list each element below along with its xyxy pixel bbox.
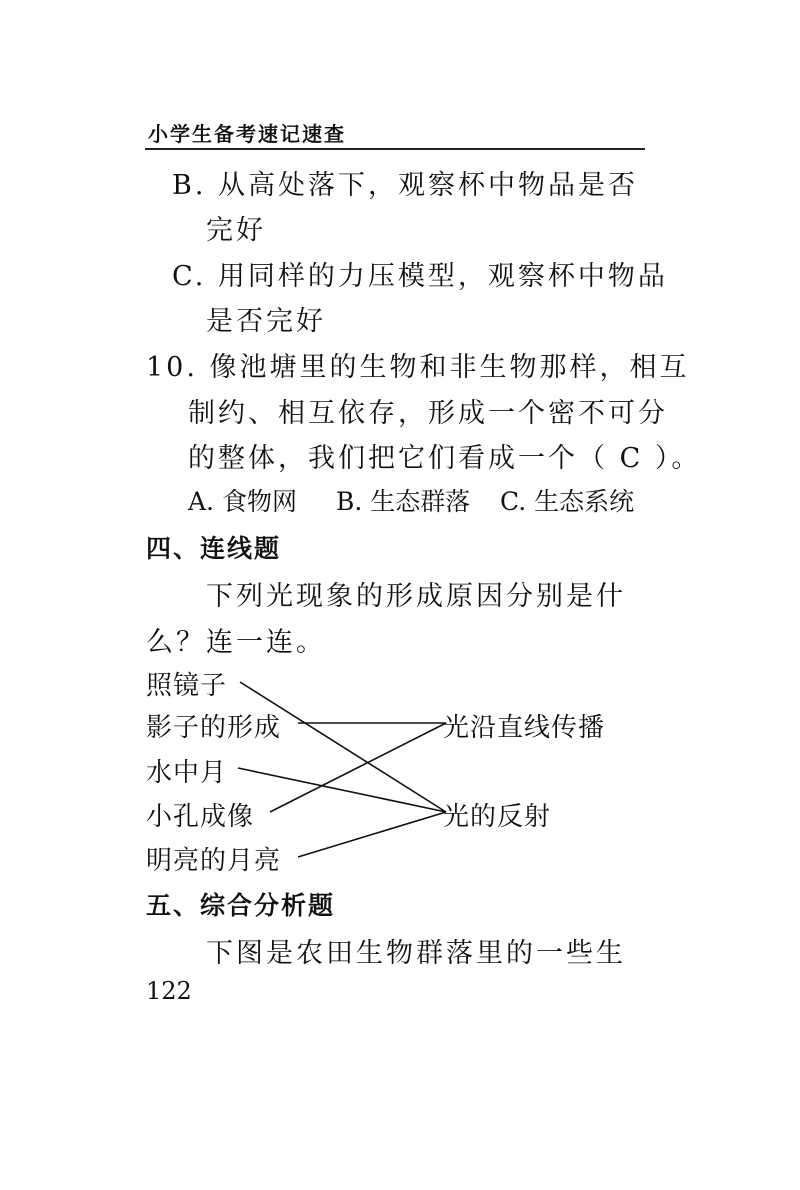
page-number: 122 bbox=[146, 977, 192, 1005]
section4-heading: 四、连线题 bbox=[146, 534, 282, 563]
q9-option-c-line2: 是否完好 bbox=[206, 306, 326, 337]
right-item-rectilinear-propagation: 光沿直线传播 bbox=[443, 713, 606, 743]
left-item-bright-moon: 明亮的月亮 bbox=[146, 846, 282, 876]
connection-pinhole-to-rectilinear bbox=[270, 723, 446, 812]
q10-line3: 的整体，我们把它们看成一个（ C ）。 bbox=[188, 443, 702, 474]
section5-intro-line1: 下图是农田生物群落里的一些生 bbox=[206, 938, 626, 969]
q10-option-b: B. 生态群落 bbox=[336, 487, 471, 516]
q10-line2: 制约、相互依存，形成一个密不可分 bbox=[188, 398, 668, 429]
left-item-mirror: 照镜子 bbox=[146, 671, 228, 701]
q10-line1: 10. 像池塘里的生物和非生物那样，相互 bbox=[146, 352, 690, 383]
section4-prompt-line1: 下列光现象的形成原因分别是什 bbox=[206, 581, 626, 612]
q9-option-b-line1: B. 从高处落下，观察杯中物品是否 bbox=[172, 170, 639, 201]
section5-heading: 五、综合分析题 bbox=[146, 891, 336, 920]
section4-prompt-line2: 么？连一连。 bbox=[146, 627, 326, 658]
connection-bright-moon-to-reflection bbox=[298, 812, 446, 857]
connection-mirror-to-reflection bbox=[240, 682, 446, 812]
right-item-reflection: 光的反射 bbox=[443, 802, 552, 832]
left-item-pinhole-image: 小孔成像 bbox=[146, 802, 255, 832]
left-item-shadow: 影子的形成 bbox=[146, 713, 282, 743]
q9-option-c-line1: C. 用同样的力压模型，观察杯中物品 bbox=[172, 261, 668, 292]
left-item-moon-in-water: 水中月 bbox=[146, 758, 228, 788]
q10-option-c: C. 生态系统 bbox=[500, 487, 635, 516]
book-header-title: 小学生备考速记速查 bbox=[148, 122, 346, 146]
q10-option-a: A. 食物网 bbox=[188, 487, 297, 516]
connection-moon-in-water-to-reflection bbox=[238, 768, 446, 812]
q9-option-b-line2: 完好 bbox=[206, 215, 266, 246]
